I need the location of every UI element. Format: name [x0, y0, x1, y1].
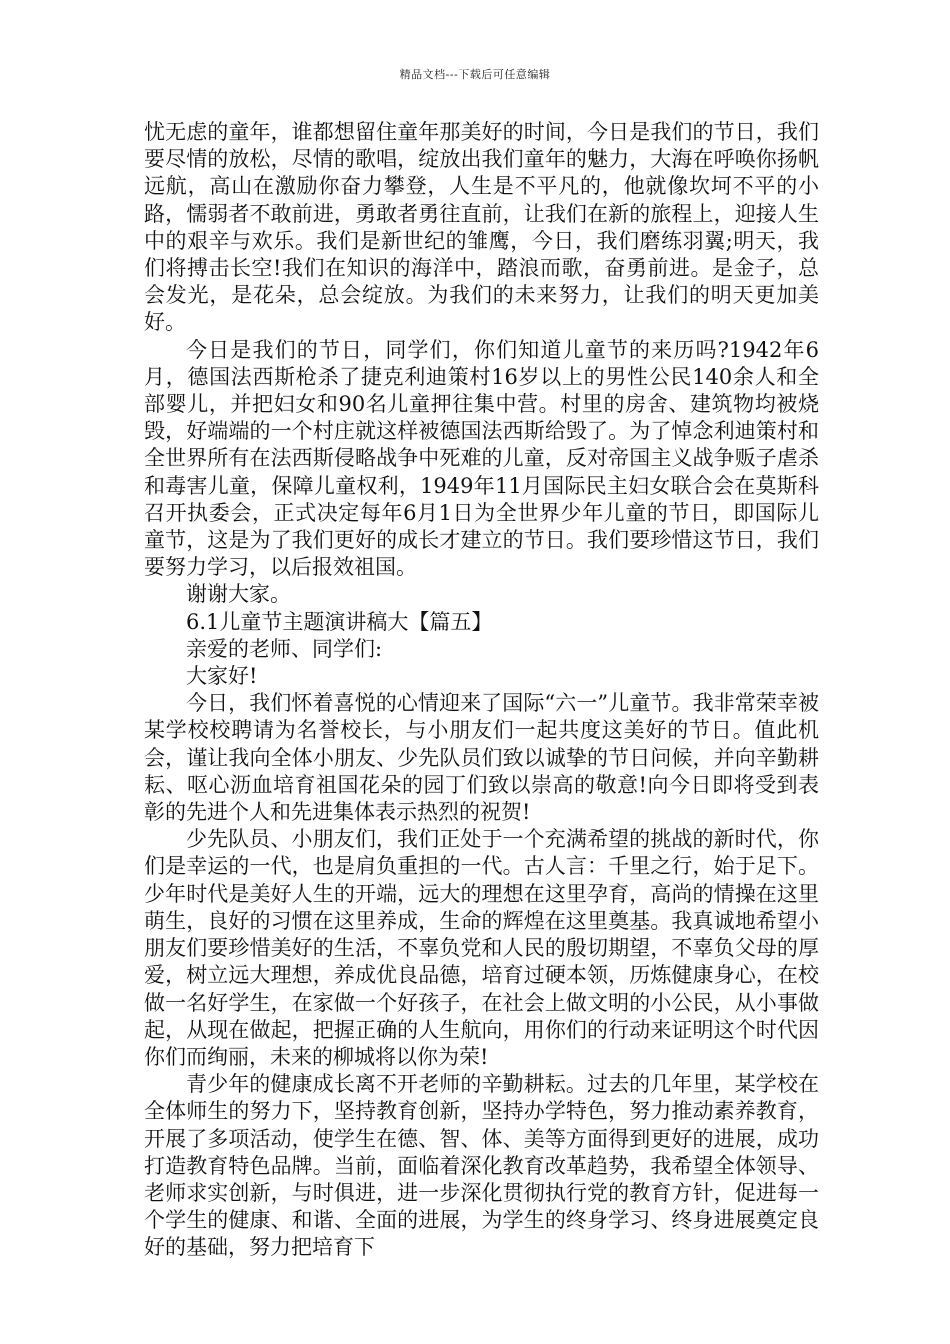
- paragraph-3: 今日，我们怀着喜悦的心情迎来了国际“六一”儿童节。我非常荣幸被某学校校聘请为名誉校长，与小朋友们一起共度这美好的节日。值此机会，谨让我向全体小朋友、少先队员们致以诚挚的节日问候，并向辛勤耕耘、呕心沥血培育祖国花朵的园丁们致以崇高的敬意!向今日即将受到表彰的先进个人和先进集体表示热烈的祝贺!: [144, 691, 819, 825]
- section-title: 6.1儿童节主题演讲稿大【篇五】: [186, 609, 493, 634]
- paragraph-5: 青少年的健康成长离不开老师的辛勤耕耘。过去的几年里，某学校在全体师生的努力下，坚持教育创新，坚持办学特色，努力推动素养教育，开展了多项活动，使学生在德、智、体、美等方面得到更好的进展，成功打造教育特色品牌。当前，面临着深化教育改革趋势，我希望全体领导、老师求实创新，与时俱进，进一步深化贯彻执行党的教育方针，促进每一个学生的健康、和谐、全面的进展，为学生的终身学习、终身进展奠定良好的基础，努力把培育下: [144, 1072, 819, 1260]
- paragraph-1: 忧无虑的童年，谁都想留住童年那美好的时间，今日是我们的节日，我们要尽情的放松，尽情的歌唱，绽放出我们童年的魅力，大海在呼唤你扬帆远航，高山在激励你奋力攀登，人生是不平凡的，他就像坎坷不平的小路，懦弱者不敢前进，勇敢者勇往直前，让我们在新的旅程上，迎接人生中的艰辛与欢乐。我们是新世纪的雏鹰，今日，我们磨练羽翼;明天，我们将搏击长空!我们在知识的海洋中，踏浪而歌，奋勇前进。是金子，总会发光，是花朵，总会绽放。为我们的未来努力，让我们的明天更加美好。: [144, 120, 819, 335]
- paragraph-2: 今日是我们的节日，同学们，你们知道儿童节的来历吗?1942年6月，德国法西斯枪杀了捷克利迪策村16岁以上的男性公民140余人和全部婴儿，并把妇女和90名儿童押往集中营。村里的房舍、建筑物均被烧毁，好端端的一个村庄就这样被德国法西斯给毁了。为了悼念利迪策村和全世界所有在法西斯侵略战争中死难的儿童，反对帝国主义战争贩子虐杀和毒害儿童，保障儿童权利，1949年11月国际民主妇女联合会在莫斯科召开执委会，正式决定每年6月1日为全世界少年儿童的节日，即国际儿童节，这是为了我们更好的成长才建立的节日。我们要珍惜这节日，我们要努力学习，以后报效祖国。: [144, 337, 819, 580]
- greeting: 大家好!: [186, 664, 258, 689]
- paragraph-4: 少先队员、小朋友们，我们正处于一个充满希望的挑战的新时代，你们是幸运的一代，也是肩负重担的一代。古人言：千里之行，始于足下。少年时代是美好人生的开端，远大的理想在这里孕育，高尚的情操在这里萌生，良好的习惯在这里养成，生命的辉煌在这里奠基。我真诚地希望小朋友们要珍惜美好的生活，不辜负党和人民的殷切期望，不辜负父母的厚爱，树立远大理想，养成优良品德，培育过硬本领，历炼健康身心，在校做一名好学生，在家做一个好孩子，在社会上做文明的小公民，从小事做起，从现在做起，把握正确的人生航向，用你们的行动来证明这个时代因你们而绚丽，未来的柳城将以你为荣!: [144, 827, 819, 1069]
- thanks-line: 谢谢大家。: [186, 582, 291, 607]
- salutation: 亲爱的老师、同学们:: [186, 636, 383, 661]
- page-header: 精品文档---下载后可任意编辑: [399, 68, 551, 81]
- document-body: [144, 119, 819, 1262]
